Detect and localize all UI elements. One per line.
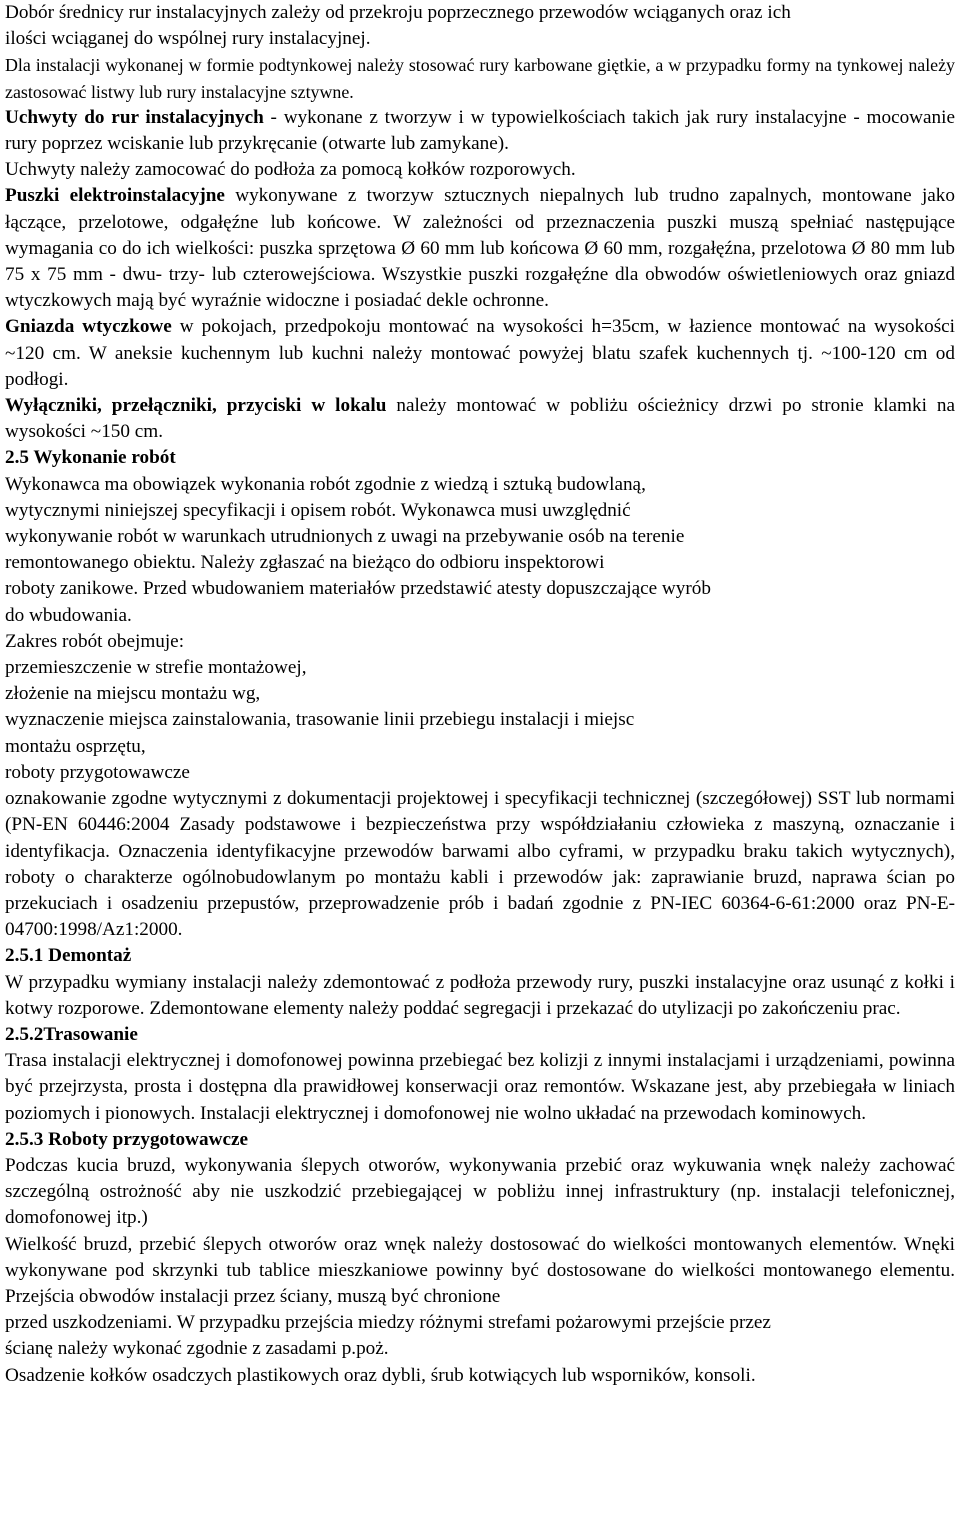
text-line: Wykonawca ma obowiązek wykonania robót zgodnie z wiedzą i sztuką budowlaną,	[5, 473, 646, 495]
text-line: ścianę należy wykonać zgodnie z zasadami p.poż.	[5, 1338, 389, 1360]
paragraph-grooves-tail	[5, 1310, 955, 1362]
paragraph-text: należy montować w pobliżu ościeżnicy drzwi po stronie klamki na wysokości ~150 cm.	[5, 395, 955, 443]
paragraph-switches	[5, 393, 955, 445]
bold-term: Puszki elektroinstalacyjne	[5, 185, 225, 207]
paragraph-text: wykonywane z tworzyw sztucznych niepalnych lub trudno zapalnych, montowane jako łączące, przelotowe, odgałęźne lub końcowe. W zależności od przeznaczenia puszki muszą spełniać następujące wymagania co do ich wielkości: puszka sprzętowa Ø 60 mm lub końcowa Ø 60 mm, rozgałęźna, przelotowa Ø 80 mm lub 75 x 75 mm - dwu- trzy- lub czterowejściowa. Wszystkie puszki rozgałęźne dla obwodów oświetleniowych oraz gniazd wtyczkowych mają być wyraźnie widoczne i posiadać dekle ochronne.	[5, 185, 955, 312]
section-heading: 2.5.3 Roboty przygotowawcze	[5, 1128, 248, 1150]
paragraph-anchors: Osadzenie kołków osadczych plastikowych oraz dybli, śrub kotwiących lub wsporników, konsoli.	[5, 1364, 756, 1386]
text-line: Uchwyty należy zamocować do podłoża za pomocą kołków rozporowych.	[5, 159, 576, 181]
text-line: wykonywanie robót w warunkach utrudnionych z uwagi na przebywanie osób na terenie	[5, 526, 685, 548]
paragraph-works-execution	[5, 472, 955, 786]
paragraph-preparatory-works: Podczas kucia bruzd, wykonywania ślepych otworów, wykonywania przebić oraz wykuwania wnęk należy zachować szczególną ostrożność aby nie uszkodzić przebiegającej w pobliżu innej infrastruktury (np. instalacji telefonicznej, domofonowej itp.)	[5, 1154, 955, 1229]
text-line: wyznaczenie miejsca zainstalowania, trasowanie linii przebiegu instalacji i miejsc	[5, 709, 635, 731]
section-heading: 2.5 Wykonanie robót	[5, 447, 176, 469]
paragraph-text: - wykonane z tworzyw i w typowielkościach takich jak rury instalacyjne - mocowanie rury poprzez wciskanie lub przykręcanie (otwarte lub zamykane).	[5, 106, 955, 155]
bold-term: Uchwyty do rur instalacyjnych	[5, 106, 264, 128]
paragraph-grooves	[5, 1232, 955, 1311]
text-line: remontowanego obiektu. Należy zgłaszać na bieżąco do odbioru inspektorowi	[5, 552, 605, 574]
text-line: złożenie na miejscu montażu wg,	[5, 683, 261, 705]
paragraph-sockets	[5, 314, 955, 393]
text-line: przemieszczenie w strefie montażowej,	[5, 657, 307, 679]
text-line: ilości wciąganej do wspólnej rury instalacyjnej.	[5, 28, 371, 50]
bold-term: Wyłączniki, przełączniki, przyciski w lokalu	[5, 395, 387, 417]
paragraph-junction-boxes	[5, 183, 955, 314]
text-line: Zakres robót obejmuje:	[5, 630, 185, 652]
text-line: Dobór średnicy rur instalacyjnych zależy od przekroju poprzecznego przewodów wciąganych oraz ich	[5, 2, 791, 23]
section-heading: 2.5.1 Demontaż	[5, 945, 132, 967]
bold-term: Gniazda wtyczkowe	[5, 316, 172, 338]
text-line: do wbudowania.	[5, 604, 132, 626]
section-heading: 2.5.2Trasowanie	[5, 1023, 138, 1045]
text-line: przed uszkodzeniami. W przypadku przejścia miedzy różnymi strefami pożarowymi przejście przez	[5, 1312, 771, 1334]
paragraph-text: Wielkość bruzd, przebić ślepych otworów oraz wnęk należy dostosować do wielkości montowanych elementów. Wnęki wykonywane pod skrzynki tub tablice mieszkaniowe powinny być dostosowane do wielkości montowanego elementu. Przejścia obwodów instalacji przez ściany, muszą być chronione	[5, 1233, 955, 1307]
text-line: wytycznymi niniejszej specyfikacji i opisem robót. Wykonawca musi uwzględnić	[5, 499, 631, 521]
paragraph-pipe-holders	[5, 105, 955, 184]
paragraph-pipe-types: Dla instalacji wykonanej w formie podtynkowej należy stosować rury karbowane giętkie, a w przypadku formy na tynkowej należy zastosować listwy lub rury instalacyjne sztywne.	[5, 55, 955, 102]
paragraph-dismantling: W przypadku wymiany instalacji należy zdemontować z podłoża przewody rury, puszki instalacyjne oraz usunąć z kołki i kotwy rozporowe. Zdemontowane elementy należy poddać segregacji i przekazać do utylizacji po zakończeniu prac.	[5, 971, 955, 1019]
text-line: montażu osprzętu,	[5, 735, 146, 757]
paragraph-routing: Trasa instalacji elektrycznej i domofonowej powinna przebiegać bez kolizji z innymi instalacjami i urządzeniami, powinna być przejrzysta, prosta i dostępna dla prawidłowej konserwacji oraz remontów. Wskazane jest, aby przebiegała w liniach poziomych i pionowych. Instalacji elektrycznej i domofonowej nie wolno układać na przewodach kominowych.	[5, 1050, 955, 1124]
text-line: roboty zanikowe. Przed wbudowaniem materiałów przedstawić atesty dopuszczające wyrób	[5, 578, 711, 600]
text-line: roboty przygotowawcze	[5, 761, 190, 783]
paragraph-marking: oznakowanie zgodne wytycznymi z dokumentacji projektowej i specyfikacji technicznej (szczegółowej) SST lub normami (PN-EN 60446:2004 Zasady podstawowe i bezpieczeństwa przy współdziałaniu człowieka z maszyną, oznaczanie i identyfikacja. Oznaczenia identyfikacyjne przewodów barwami albo cyframi, w przypadku braku takich wytycznych), roboty o charakterze ogólnobudowlanym po montażu kabli i przewodów jak: zaprawianie bruzd, naprawa ścian po przekuciach i osadzeniu przepustów, przeprowadzenie prób i badań zgodnie z PN-IEC 60364-6-61:2000 oraz PN-E-04700:1998/Az1:2000.	[5, 788, 955, 941]
paragraph-pipe-diameter	[5, 0, 955, 52]
paragraph-text: w pokojach, przedpokoju montować na wysokości h=35cm, w łazience montować na wysokości ~120 cm. W aneksie kuchennym lub kuchni należy montować powyżej blatu szafek kuchennych tj. ~100-120 cm od podłogi.	[5, 316, 956, 390]
